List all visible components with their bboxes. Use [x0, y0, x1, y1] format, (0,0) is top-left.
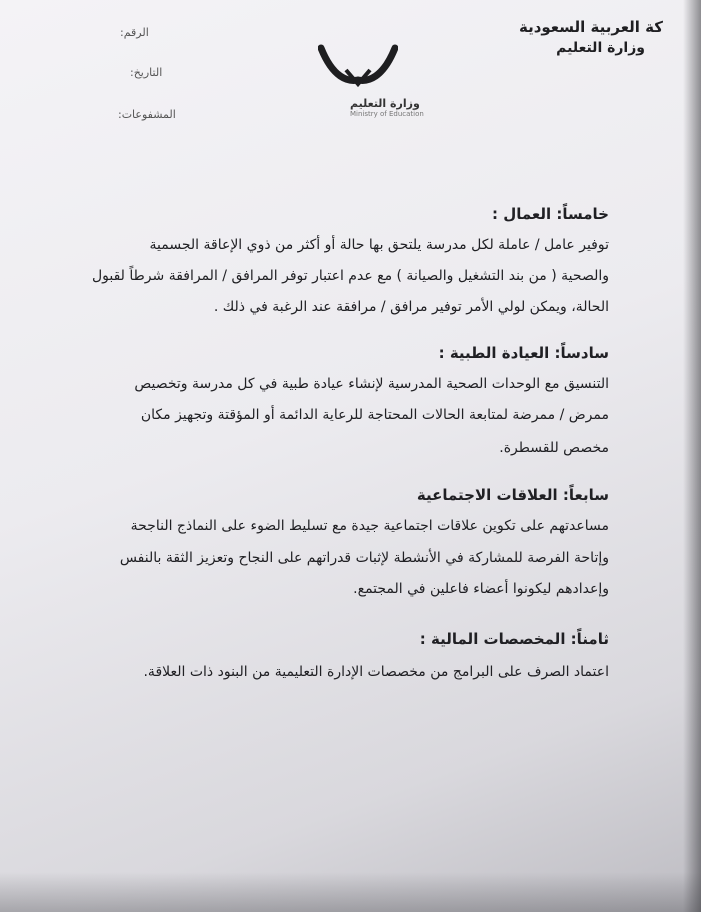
section-line: توفير عامل / عاملة لكل مدرسة يلتحق بها حالة أو أكثر من ذوي الإعاقة الجسمية — [149, 237, 609, 253]
attachments-label: المشفوعات: — [118, 108, 176, 121]
date-label: التاريخ: — [130, 66, 163, 79]
ministry-name: وزارة التعليم — [556, 40, 645, 56]
logo-english-text: Ministry of Education — [350, 110, 424, 118]
page-shadow-bottom — [0, 872, 701, 912]
section-line: التنسيق مع الوحدات الصحية المدرسية لإنشاء عيادة طبية في كل مدرسة وتخصيص — [134, 376, 609, 392]
logo-arabic-text: وزارة التعليم — [350, 97, 420, 110]
ministry-logo — [318, 40, 398, 90]
section-line: مخصص للقسطرة. — [499, 440, 609, 456]
section-heading: ثامناً: المخصصات المالية : — [419, 630, 609, 648]
section-line: وإتاحة الفرصة للمشاركة في الأنشطة لإثبات قدراتهم على النجاح وتعزيز الثقة بالنفس — [119, 550, 609, 566]
section-line: الحالة، ويمكن لولي الأمر توفير مرافق / مرافقة عند الرغبة في ذلك . — [213, 299, 609, 315]
section-heading: خامساً: العمال : — [491, 205, 609, 223]
section-heading: سابعاً: العلاقات الاجتماعية — [416, 486, 609, 504]
section-heading: سادساً: العيادة الطبية : — [438, 344, 609, 362]
section-line: مساعدتهم على تكوين علاقات اجتماعية جيدة مع تسليط الضوء على النماذج الناجحة — [130, 518, 609, 534]
section-line: اعتماد الصرف على البرامج من مخصصات الإدارة التعليمية من البنود ذات العلاقة. — [143, 664, 609, 680]
section-line: والصحية ( من بند التشغيل والصيانة ) مع عدم اعتبار توفر المرافق / المرافقة شرطاً لقبول — [91, 268, 609, 284]
section-line: وإعدادهم ليكونوا أعضاء فاعلين في المجتمع. — [353, 581, 609, 597]
kingdom-name: كة العربية السعودية — [518, 18, 663, 36]
page-shadow-right — [683, 0, 701, 912]
reference-number-label: الرقم: — [120, 26, 149, 39]
section-line: ممرض / ممرضة لمتابعة الحالات المحتاجة للرعاية الدائمة أو المؤقتة وتجهيز مكان — [140, 407, 609, 423]
